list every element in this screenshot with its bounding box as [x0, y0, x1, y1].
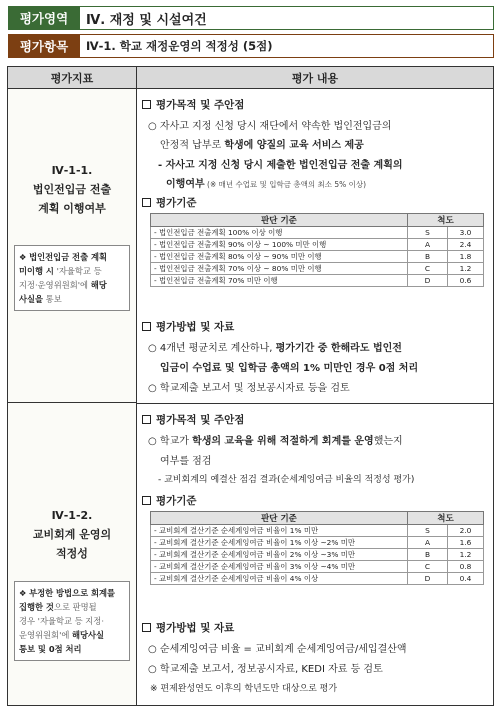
- note-text: '자율학교 등: [53, 266, 102, 276]
- note-bold: 통보 및 0점 처리: [19, 644, 82, 654]
- note-bold: 사실을: [19, 294, 44, 304]
- table-row: - 법인전입금 전출계획 80% 이상 ~ 90% 미만 이행 B 1.8: [151, 251, 484, 263]
- note-text: 통보: [43, 294, 62, 304]
- purpose-line: 여부를 점검: [160, 456, 212, 467]
- indicator-cell-2: [8, 403, 137, 705]
- table-row: - 법인전입금 전출계획 70% 이상 ~ 80% 미만 이행 C 1.2: [151, 263, 484, 275]
- table-row: - 교비회계 결산기준 순세계잉여금 비율이 1% 이상 ~2% 미만 A 1.6: [151, 537, 484, 549]
- criteria-table: [150, 511, 484, 585]
- purpose-line: ○ 학교가 학생의 교육을 위해 적절하게 회계를 운영했는지: [148, 436, 403, 447]
- purpose-line: ○ 자사고 지정 신청 당시 재단에서 약속한 법인전입금의: [148, 121, 392, 132]
- purpose-heading: 평가목적 및 주안점: [142, 97, 244, 112]
- purpose-line: 이행여부 (※ 매년 수업료 및 입학금 총액의 최소 5% 이상): [166, 179, 367, 190]
- purpose-heading: 평가목적 및 주안점: [142, 412, 244, 427]
- purpose-line: 안정적 납부로 학생에 양질의 교육 서비스 제공: [160, 140, 364, 151]
- indicator-code: Ⅳ-1-2.: [51, 509, 93, 522]
- criterion-header: 판단 기준: [151, 512, 408, 525]
- content-cell-2: [142, 404, 488, 704]
- area-value: Ⅳ. 재정 및 시설여건: [80, 6, 494, 30]
- content-cell-1: [142, 89, 488, 403]
- note-text: 지정·운영위원회'에: [19, 280, 91, 290]
- note-text: 경우 '자율학교 등 지정·: [19, 616, 104, 626]
- indicator-cell-1: [8, 89, 137, 403]
- purpose-line: - 교비회계의 예결산 점검 결과(순세계잉여금 비율의 적정성 평가): [158, 475, 415, 485]
- method-line: ※ 편제완성연도 이후의 학년도만 대상으로 평가: [150, 684, 338, 694]
- indicator-column-header: 평가지표: [8, 67, 137, 89]
- method-line: 입금이 수업료 및 입학금 총액의 1% 미만인 경우 0점 처리: [160, 363, 419, 374]
- indicator-code: Ⅳ-1-1.: [51, 164, 93, 177]
- note-bold: 집행한 것: [19, 602, 54, 612]
- criteria-heading: 평가기준: [142, 493, 197, 508]
- scale-header: 척도: [408, 512, 484, 525]
- method-line: ○ 4개년 평균치로 계산하나, 평가기간 중 한해라도 법인전: [148, 343, 402, 354]
- table-row: - 교비회계 결산기준 순세계잉여금 비율이 4% 이상 D 0.4: [151, 573, 484, 585]
- evaluation-table: [7, 66, 494, 706]
- scale-header: 척도: [408, 214, 484, 227]
- content-column-header: 평가 내용: [291, 72, 339, 85]
- note-bold: 해당: [90, 280, 107, 290]
- checkbox-icon: [142, 496, 151, 505]
- method-line: ○ 학교제출 보고서, 정보공시자료, KEDI 자료 등 검토: [148, 664, 383, 675]
- note-bold: 해당사실: [72, 630, 105, 640]
- indicator-title-line: 교비회계 운영의: [32, 528, 112, 541]
- note-bullet: ❖: [19, 252, 27, 262]
- note-bullet: ❖: [19, 588, 27, 598]
- table-row: - 법인전입금 전출계획 100% 이상 이행 S 3.0: [151, 227, 484, 239]
- table-row: - 교비회계 결산기준 순세계잉여금 비율이 3% 이상 ~4% 미만 C 0.8: [151, 561, 484, 573]
- criteria-table: [150, 213, 484, 287]
- method-heading: 평가방법 및 자료: [142, 620, 234, 635]
- checkbox-icon: [142, 100, 151, 109]
- area-label: 평가영역: [8, 6, 80, 30]
- note-text: 으로 판명될: [53, 602, 97, 612]
- item-row: [8, 34, 494, 58]
- note-text: 운영위원회'에: [19, 630, 73, 640]
- penalty-note: [14, 581, 130, 661]
- checkbox-icon: [142, 415, 151, 424]
- table-row: - 법인전입금 전출계획 70% 미만 이행 D 0.6: [151, 275, 484, 287]
- method-line: ○ 순세계잉여금 비율 = 교비회계 순세계잉여금/세입결산액: [148, 644, 407, 655]
- criteria-heading: 평가기준: [142, 195, 197, 210]
- table-row: - 교비회계 결산기준 순세계잉여금 비율이 2% 이상 ~3% 미만 B 1.2: [151, 549, 484, 561]
- indicator-title-line: 계획 이행여부: [38, 202, 106, 215]
- checkbox-icon: [142, 623, 151, 632]
- method-heading: 평가방법 및 자료: [142, 319, 234, 334]
- checkbox-icon: [142, 198, 151, 207]
- note-bold: 미이행 시: [19, 266, 54, 276]
- criterion-header: 판단 기준: [151, 214, 408, 227]
- table-row: - 교비회계 결산기준 순세계잉여금 비율이 1% 미만 S 2.0: [151, 525, 484, 537]
- table-row: - 법인전입금 전출계획 90% 이상 ~ 100% 미만 이행 A 2.4: [151, 239, 484, 251]
- area-row: [8, 6, 494, 30]
- item-label: 평가항목: [8, 34, 80, 58]
- indicator-title-line: 적정성: [56, 547, 88, 560]
- note-bold: 부정한 방법으로 회계를: [29, 588, 116, 598]
- item-value: Ⅳ-1. 학교 재정운영의 적정성 (5점): [80, 34, 494, 58]
- checkbox-icon: [142, 322, 151, 331]
- penalty-note: [14, 245, 130, 311]
- table-header: [8, 67, 493, 89]
- indicator-title-line: 법인전입금 전출: [32, 183, 112, 196]
- method-line: ○ 학교제출 보고서 및 정보공시자료 등을 검토: [148, 383, 350, 394]
- purpose-line: - 자사고 지정 신청 당시 제출한 법인전입금 전출 계획의: [158, 160, 403, 171]
- note-bold: 법인전입금 전출 계획: [29, 252, 108, 262]
